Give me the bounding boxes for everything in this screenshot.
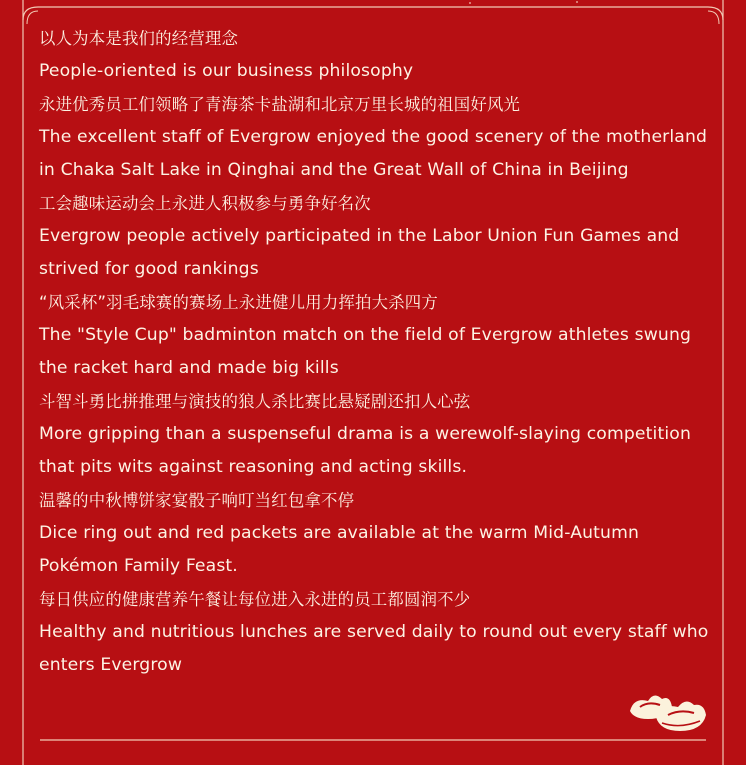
- caption-zh: 每日供应的健康营养午餐让每位进入永进的员工都圆润不少: [39, 590, 471, 609]
- gold-ingot-icon: [626, 689, 708, 735]
- caption-en: The "Style Cup" badminton match on the field of Evergrow athletes swung the racket hard and made big kills: [39, 325, 692, 378]
- caption-en: Healthy and nutritious lunches are served daily to round out every staff who enters Evergrow: [39, 622, 709, 675]
- caption-zh: 永进优秀员工们领略了青海茶卡盐湖和北京万里长城的祖国好风光: [39, 95, 521, 114]
- caption-zh: 温馨的中秋博饼家宴骰子响叮当红包拿不停: [39, 491, 355, 510]
- caption-zh: 斗智斗勇比拼推理与演技的狼人杀比赛比悬疑剧还扣人心弦: [39, 392, 471, 411]
- caption-zh: 以人为本是我们的经营理念: [39, 29, 239, 48]
- caption-en: More gripping than a suspenseful drama is a werewolf-slaying competition that pits wits against reasoning and acting skills.: [39, 424, 691, 477]
- caption-en: Dice ring out and red packets are available at the warm Mid-Autumn Pokémon Family Feast.: [39, 523, 640, 576]
- caption-en: The excellent staff of Evergrow enjoyed the good scenery of the motherland in Chaka Salt Lake in Qinghai and the Great Wall of China in Beijing: [39, 127, 708, 180]
- caption-list: [39, 22, 711, 682]
- caption-en: Evergrow people actively participated in the Labor Union Fun Games and strived for good rankings: [39, 226, 680, 279]
- caption-zh: “风采杯”羽毛球赛的赛场上永进健儿用力挥拍大杀四方: [39, 293, 438, 312]
- caption-en: People-oriented is our business philosophy: [39, 61, 414, 81]
- caption-zh: 工会趣味运动会上永进人积极参与勇争好名次: [39, 194, 371, 213]
